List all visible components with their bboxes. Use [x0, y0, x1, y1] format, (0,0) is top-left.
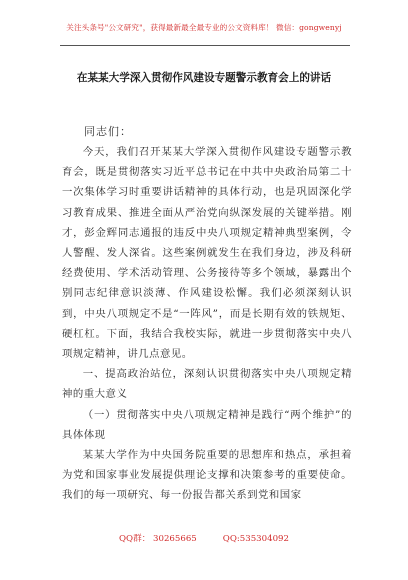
footer-qq-group: QQ群： 30265665 [119, 534, 197, 544]
footer-qq: QQ:535304092 [222, 534, 289, 544]
document-title: 在某某大学深入贯彻作风建设专题警示教育会上的讲话 [76, 72, 332, 84]
section-heading: 一、提高政治站位，深刻认识贯彻落实中央八项规定精神的重大意义 [62, 368, 352, 401]
subsection-heading: （一）贯彻落实中央八项规定精神是践行“两个维护”的具体体现 [62, 408, 352, 441]
footer-contact [0, 532, 408, 544]
salutation: 同志们： [84, 125, 132, 138]
document-body [62, 142, 352, 506]
header-divider [60, 45, 350, 46]
body-paragraph: 今天，我们召开某某大学深入贯彻作风建设专题警示教育会，既是贯彻落实习近平总书记在中共中央政治局第二十一次集体学习时重要讲话精神的具体行动，也是巩固深化学习教育成果、推进全面从严治党向纵深发展的关键举措。刚才，彭金辉同志通报的违反中央八项规定精神典型案例，令人警醒、发人深省。这些案例就发生在我们身边，涉及科研经费使用、学术活动管理、公务接待等多个领域，暴露出个别同志纪律意识淡薄、作风建设松懈。我们必须深刻认识到，中央八项规定不是“一阵风”，而是长期有效的铁规矩、硬杠杠。下面，我结合我校实际，就进一步贯彻落实中央八项规定精神，讲几点意见。 [62, 146, 352, 361]
header-banner: 关注头条号"公文研究"，获得最新最全最专业的公文资料库！ 微信：gongwenyj [66, 23, 342, 32]
body-paragraph: 某某大学作为中央国务院重要的思想库和热点，承担着为党和国家事业发展提供理论支撑和决策参考的重要使命。我们的每一项研究、每一份报告都关系到党和国家 [62, 449, 352, 502]
